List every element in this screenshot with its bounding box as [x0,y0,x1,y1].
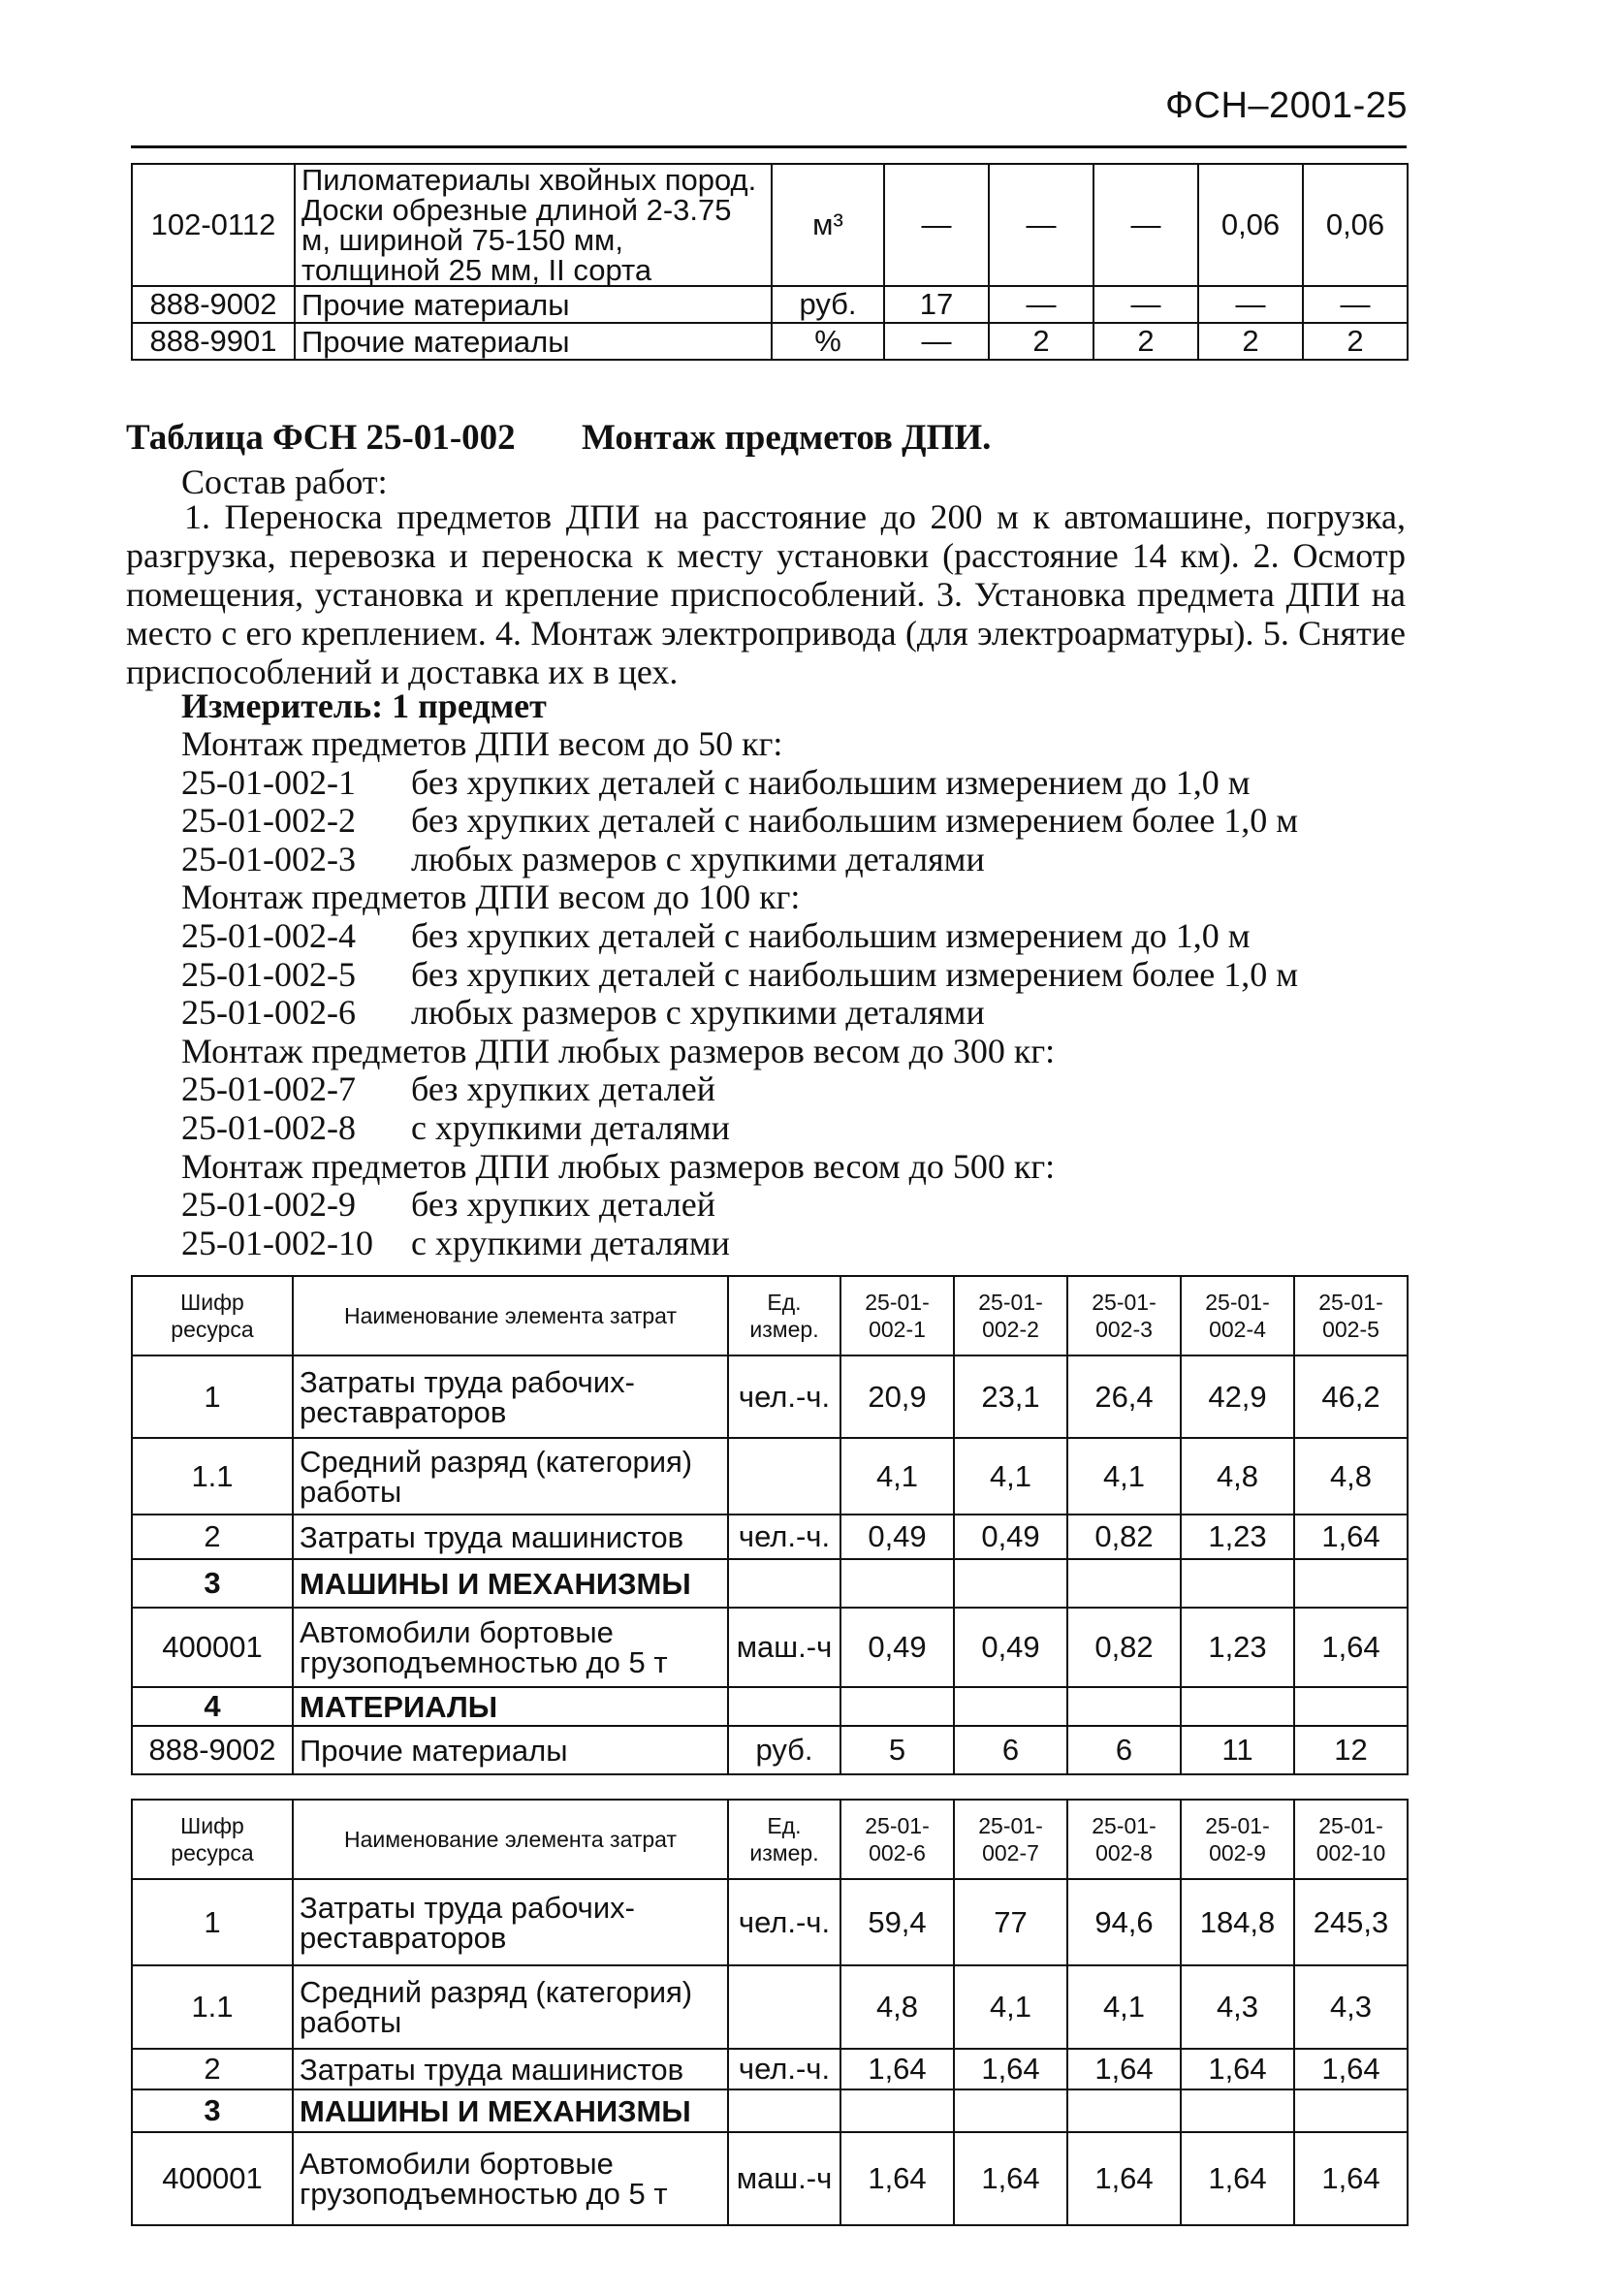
unit: маш.-ч [728,2132,840,2225]
unit: маш.-ч [728,1608,840,1687]
value-cell: — [1303,286,1408,323]
value-cell: 0,49 [954,1515,1067,1559]
code-group-title: Монтаж предметов ДПИ любых размеров весом до 300 кг: [181,1031,1056,1070]
code-item [181,1225,1298,1263]
header-norm-code: 25-01-002-9 [1181,1800,1294,1879]
unit: м³ [772,164,884,286]
resource-name: Средний разряд (категория) работы [293,1438,728,1515]
norm-description: с хрупкими деталями [411,1223,730,1262]
value-cell [840,1559,954,1608]
code-item [181,1070,1298,1109]
table-row [132,1726,1408,1774]
norm-description: без хрупких деталей с наибольшим измерением до 1,0 м [411,762,1251,802]
header-norm-code: 25-01-002-5 [1294,1276,1408,1355]
value-cell: 0,82 [1067,1608,1181,1687]
resource-name: Затраты труда рабочих-реставраторов [293,1355,728,1438]
meter-label: Измеритель: 1 предмет [181,686,547,725]
norm-description: без хрупких деталей с наибольшим измерением до 1,0 м [411,915,1251,955]
value-cell: 1,23 [1181,1515,1294,1559]
norm-code: 25-01-002-2 [181,801,356,841]
header-unit: Ед. измер. [728,1800,840,1879]
resource-code: 400001 [132,2132,293,2225]
code-group-title: Монтаж предметов ДПИ любых размеров весом до 500 кг: [181,1146,1056,1186]
resource-code: 2 [132,1515,293,1559]
value-cell: 6 [954,1726,1067,1774]
resource-code: 1.1 [132,1965,293,2049]
table-row [132,286,1408,323]
resource-name: МАШИНЫ И МЕХАНИЗМЫ [293,1559,728,1608]
unit: руб. [728,1726,840,1774]
header-row [132,1800,1408,1879]
norm-code: 25-01-002-6 [181,993,356,1033]
unit [728,2089,840,2132]
unit: % [772,323,884,360]
resource-code: 888-9002 [132,286,295,323]
value-cell [1294,1687,1408,1726]
value-cell: 4,1 [954,1438,1067,1515]
value-cell: 6 [1067,1726,1181,1774]
table-row [132,323,1408,360]
resource-code: 1 [132,1879,293,1965]
resource-name: Затраты труда рабочих-реставраторов [293,1879,728,1965]
value-cell: 1,64 [840,2132,954,2225]
value-cell: 4,1 [1067,1965,1181,2049]
resource-name: Пиломатериалы хвойных пород. Доски обрезные длиной 2-3.75 м, шириной 75-150 мм, толщиной 25 мм, II сорта [295,164,772,286]
value-cell [1181,1559,1294,1608]
value-cell: 0,06 [1303,164,1408,286]
value-cell: 42,9 [1181,1355,1294,1438]
materials-table-continued [131,163,1409,361]
unit [728,1438,840,1515]
value-cell: 0,49 [954,1608,1067,1687]
value-cell: 0,49 [840,1515,954,1559]
resource-code: 1.1 [132,1438,293,1515]
norm-description: без хрупких деталей [411,1069,715,1109]
code-item [181,917,1298,956]
unit [728,1559,840,1608]
unit: руб. [772,286,884,323]
unit [728,1965,840,2049]
value-cell [954,1559,1067,1608]
header-norm-code: 25-01-002-4 [1181,1276,1294,1355]
resource-code: 3 [132,1559,293,1608]
value-cell [1181,2089,1294,2132]
header-name: Наименование элемента затрат [293,1276,728,1355]
table-title [126,417,992,459]
value-cell: — [989,286,1093,323]
header-norm-code: 25-01-002-8 [1067,1800,1181,1879]
value-cell: 94,6 [1067,1879,1181,1965]
norm-code: 25-01-002-3 [181,839,356,878]
unit: чел.-ч. [728,1355,840,1438]
header-norm-code: 25-01-002-1 [840,1276,954,1355]
value-cell [1067,1687,1181,1726]
code-item [181,841,1298,879]
code-item [181,764,1298,803]
norm-description: любых размеров с хрупкими деталями [411,839,985,878]
header-norm-code: 25-01-002-10 [1294,1800,1408,1879]
resource-name: Автомобили бортовые грузоподъемностью до 5 т [293,2132,728,2225]
value-cell: — [989,164,1093,286]
value-cell [840,2089,954,2132]
header-code: Шифр ресурса [132,1276,293,1355]
value-cell: — [1093,286,1198,323]
value-cell: 184,8 [1181,1879,1294,1965]
table-row [132,1687,1408,1726]
table-caption: Монтаж предметов ДПИ. [582,418,992,458]
resource-code: 400001 [132,1608,293,1687]
code-item [181,1109,1298,1148]
value-cell: — [1198,286,1303,323]
norm-description: любых размеров с хрупкими деталями [411,993,985,1033]
value-cell: 1,64 [954,2049,1067,2089]
value-cell: 1,23 [1181,1608,1294,1687]
value-cell [1294,1559,1408,1608]
value-cell: 4,8 [1294,1438,1408,1515]
table-row [132,1515,1408,1559]
table-row [132,1608,1408,1687]
value-cell: 1,64 [1294,2132,1408,2225]
norm-code: 25-01-002-7 [181,1069,356,1109]
resource-code: 888-9002 [132,1726,293,1774]
header-norm-code: 25-01-002-7 [954,1800,1067,1879]
value-cell: 77 [954,1879,1067,1965]
value-cell: — [884,323,989,360]
code-group-title: Монтаж предметов ДПИ весом до 50 кг: [181,724,783,763]
value-cell [1294,2089,1408,2132]
value-cell: 46,2 [1294,1355,1408,1438]
value-cell: 5 [840,1726,954,1774]
unit: чел.-ч. [728,1515,840,1559]
resource-name: Прочие материалы [295,323,772,360]
resource-name: МАШИНЫ И МЕХАНИЗМЫ [293,2089,728,2132]
value-cell: 26,4 [1067,1355,1181,1438]
value-cell: 4,3 [1294,1965,1408,2049]
code-item [181,1186,1298,1225]
code-group-title: Монтаж предметов ДПИ весом до 100 кг: [181,877,801,917]
value-cell: 2 [1198,323,1303,360]
table-row [132,1438,1408,1515]
resource-code: 4 [132,1687,293,1726]
value-cell [1181,1687,1294,1726]
value-cell: 1,64 [1294,1515,1408,1559]
norm-code: 25-01-002-4 [181,915,356,955]
value-cell: 1,64 [840,2049,954,2089]
header-name: Наименование элемента затрат [293,1800,728,1879]
resource-name: Затраты труда машинистов [293,2049,728,2089]
norm-codes-list [181,725,1298,1262]
value-cell: 17 [884,286,989,323]
value-cell: 4,1 [1067,1438,1181,1515]
value-cell: 1,64 [1181,2132,1294,2225]
value-cell: 4,1 [954,1965,1067,2049]
table-row [132,1965,1408,2049]
value-cell: 11 [1181,1726,1294,1774]
norm-description: без хрупких деталей с наибольшим измерением более 1,0 м [411,801,1299,841]
value-cell: 2 [1303,323,1408,360]
value-cell: 2 [1093,323,1198,360]
norm-description: без хрупких деталей [411,1185,715,1225]
unit: чел.-ч. [728,1879,840,1965]
value-cell: 4,8 [1181,1438,1294,1515]
table-row [132,1879,1408,1965]
table-row [132,164,1408,286]
value-cell: 4,1 [840,1438,954,1515]
value-cell: 1,64 [1181,2049,1294,2089]
norm-description: без хрупких деталей с наибольшим измерением более 1,0 м [411,954,1299,994]
unit: чел.-ч. [728,2049,840,2089]
header-unit: Ед. измер. [728,1276,840,1355]
resource-code: 2 [132,2049,293,2089]
header-norm-code: 25-01-002-6 [840,1800,954,1879]
value-cell: 2 [989,323,1093,360]
value-cell: 1,64 [954,2132,1067,2225]
value-cell [954,2089,1067,2132]
resource-table-2 [131,1799,1409,2226]
table-row [132,1559,1408,1608]
resource-code: 888-9901 [132,323,295,360]
norm-code: 25-01-002-5 [181,954,356,994]
value-cell: 1,64 [1294,1608,1408,1687]
table-row [132,2049,1408,2089]
value-cell: 23,1 [954,1355,1067,1438]
value-cell [1067,1559,1181,1608]
value-cell [840,1687,954,1726]
page-code: ФСН–2001-25 [1165,85,1408,126]
value-cell: — [884,164,989,286]
value-cell: 12 [1294,1726,1408,1774]
code-item [181,994,1298,1033]
table-row [132,1355,1408,1438]
value-cell: 4,8 [840,1965,954,2049]
value-cell: 20,9 [840,1355,954,1438]
table-row [132,2132,1408,2225]
header-row [132,1276,1408,1355]
value-cell: 4,3 [1181,1965,1294,2049]
header-norm-code: 25-01-002-2 [954,1276,1067,1355]
value-cell: 1,64 [1294,2049,1408,2089]
code-item [181,956,1298,995]
value-cell: 0,82 [1067,1515,1181,1559]
resource-table-1 [131,1275,1409,1775]
header-rule [131,145,1407,148]
resource-name: Автомобили бортовые грузоподъемностью до 5 т [293,1608,728,1687]
value-cell: 59,4 [840,1879,954,1965]
code-item [181,802,1298,841]
value-cell: 1,64 [1067,2132,1181,2225]
resource-code: 1 [132,1355,293,1438]
resource-code: 3 [132,2089,293,2132]
value-cell: 1,64 [1067,2049,1181,2089]
table-number: Таблица ФСН 25-01-002 [126,418,516,458]
resource-name: МАТЕРИАЛЫ [293,1687,728,1726]
value-cell [1067,2089,1181,2132]
table-row [132,2089,1408,2132]
norm-code: 25-01-002-10 [181,1223,373,1262]
norm-code: 25-01-002-8 [181,1107,356,1147]
norm-code: 25-01-002-1 [181,762,356,802]
header-code: Шифр ресурса [132,1800,293,1879]
resource-name: Средний разряд (категория) работы [293,1965,728,2049]
value-cell: 245,3 [1294,1879,1408,1965]
resource-code: 102-0112 [132,164,295,286]
value-cell: 0,49 [840,1608,954,1687]
value-cell: 0,06 [1198,164,1303,286]
unit [728,1687,840,1726]
norm-code: 25-01-002-9 [181,1185,356,1225]
work-composition-text: 1. Переноска предметов ДПИ на расстояние до 200 м к автомашине, погрузка, разгрузка, перевозка и переноска к месту установки (расстояние 14 км). 2. Осмотр помещения, установка и крепление приспособлений. 3. Установка предмета ДПИ на место с его креплением. 4. Монтаж электропривода (для электроарматуры). 5. Снятие приспособлений и доставка их в цех. [126,497,1406,691]
work-composition-heading: Состав работ: [181,462,388,501]
norm-description: с хрупкими деталями [411,1107,730,1147]
value-cell [954,1687,1067,1726]
header-norm-code: 25-01-002-3 [1067,1276,1181,1355]
resource-name: Затраты труда машинистов [293,1515,728,1559]
value-cell: — [1093,164,1198,286]
resource-name: Прочие материалы [293,1726,728,1774]
resource-name: Прочие материалы [295,286,772,323]
